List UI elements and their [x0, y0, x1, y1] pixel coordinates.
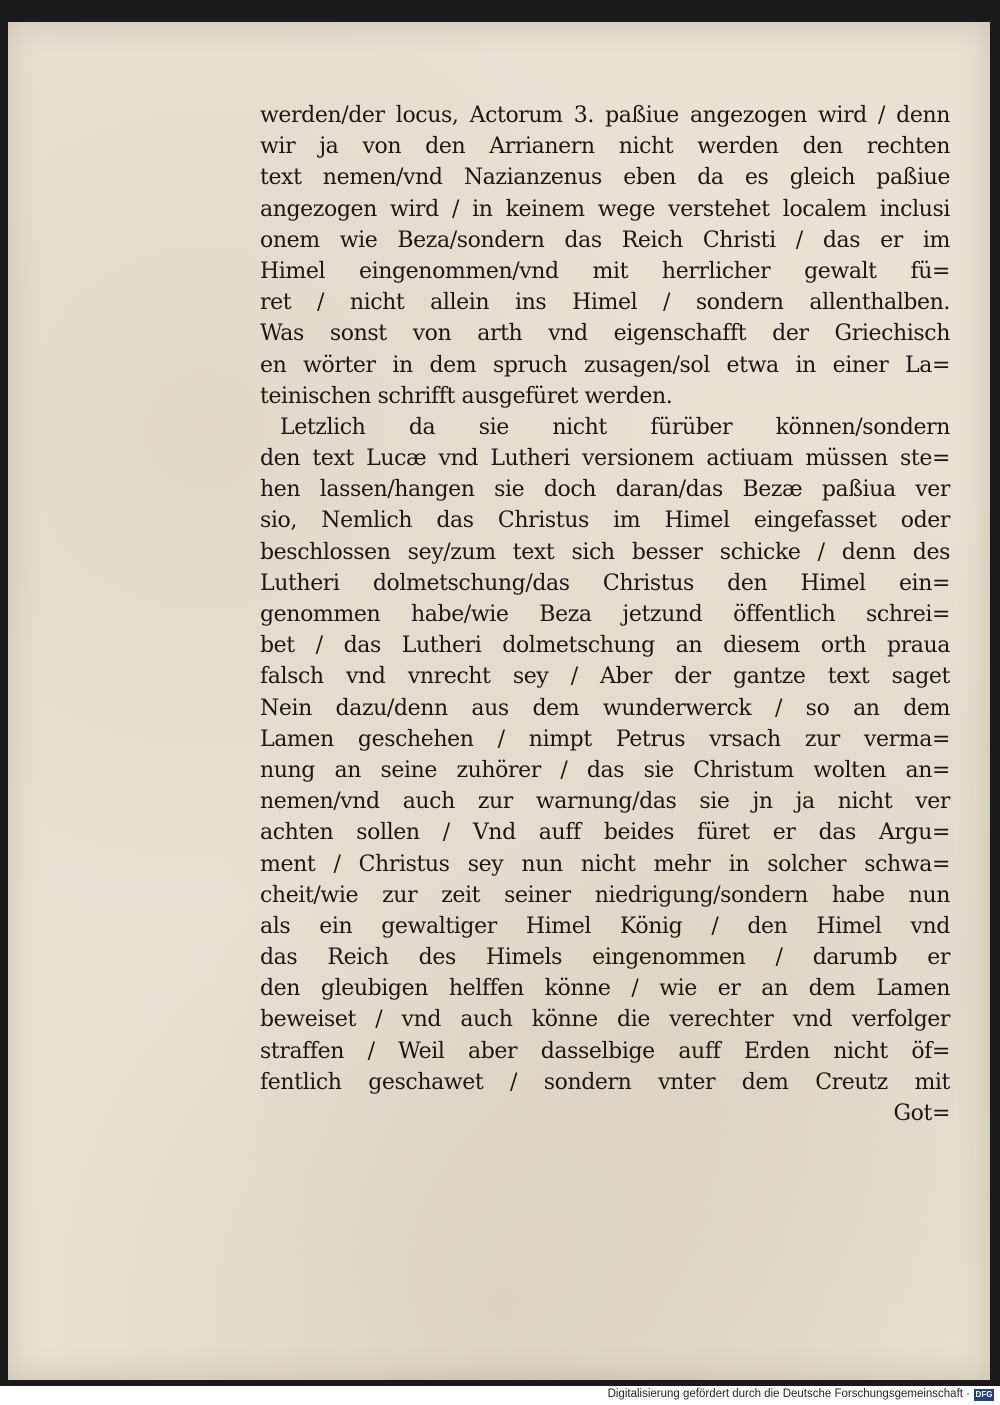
text-line: bet / das Lutheri dolmetschung an diesem orth praua	[260, 633, 950, 659]
text-line: angezogen wird / in keinem wege verstehet localem inclusi	[260, 196, 950, 222]
text-line: nung an seine zuhörer / das sie Christum wolten an=	[260, 757, 950, 783]
text-line: falsch vnd vnrecht sey / Aber der gantze text saget	[260, 664, 950, 690]
text-line: achten sollen / Vnd auff beides füret er das Argu=	[260, 820, 950, 846]
paragraph-start-line: Letzlich da sie nicht fürüber können/sondern	[280, 414, 950, 440]
text-line: genommen habe/wie Beza jetzund öffentlich schrei=	[260, 602, 950, 627]
text-line: hen lassen/hangen sie doch daran/das Bezæ paßiua ver	[260, 477, 950, 503]
text-line: den gleubigen helffen könne / wie er an dem Lamen	[260, 976, 950, 1002]
text-line: ment / Christus sey nun nicht mehr in solcher schwa=	[260, 851, 950, 877]
text-line: cheit/wie zur zeit seiner niedrigung/sondern habe nun	[260, 882, 950, 908]
text-line: Was sonst von arth vnd eigenschafft der Griechisch	[260, 321, 950, 347]
text-line: wir ja von den Arrianern nicht werden den rechten	[260, 134, 950, 160]
funding-credit: Digitalisierung gefördert durch die Deutsche Forschungsgemeinschaft ·	[607, 1388, 970, 1400]
text-line: Himel eingenommen/vnd mit herrlicher gewalt fü=	[260, 258, 950, 284]
body-text	[260, 100, 960, 1129]
text-line: beweiset / vnd auch könne die verechter vnd verfolger	[260, 1007, 950, 1033]
catchword: Got=	[893, 1101, 950, 1126]
text-line: als ein gewaltiger Himel König / den Himel vnd	[260, 913, 950, 939]
dfg-logo-icon: DFG	[975, 1390, 993, 1399]
text-line: Lamen geschehen / nimpt Petrus vrsach zur verma=	[260, 726, 950, 752]
text-line: Nein dazu/denn aus dem wunderwerck / so an dem	[260, 695, 950, 721]
text-line: straffen / Weil aber dasselbige auff Erden nicht öf=	[260, 1038, 950, 1064]
text-line: werden/der locus, Actorum 3. paßiue angezogen wird / denn	[260, 103, 950, 128]
text-line: text nemen/vnd Nazianzenus eben da es gleich paßiue	[260, 165, 950, 191]
text-line: fentlich geschawet / sondern vnter dem Creutz mit	[260, 1069, 950, 1095]
text-line: sio, Nemlich das Christus im Himel eingefasset oder	[260, 508, 950, 534]
text-line: den text Lucæ vnd Lutheri versionem actiuam müssen ste=	[260, 446, 950, 472]
text-line: en wörter in dem spruch zusagen/sol etwa in einer La=	[260, 352, 950, 378]
text-line: beschlossen sey/zum text sich besser schicke / denn des	[260, 539, 950, 565]
text-line: teinischen schrifft ausgefüret werden.	[260, 383, 673, 409]
text-line: nemen/vnd auch zur warnung/das sie jn ja nicht ver	[260, 789, 950, 815]
text-line: onem wie Beza/sondern das Reich Christi / das er im	[260, 227, 950, 253]
text-line: das Reich des Himels eingenommen / darumb er	[260, 945, 950, 971]
text-line: ret / nicht allein ins Himel / sondern allenthalben.	[260, 290, 950, 316]
text-line: Lutheri dolmetschung/das Christus den Himel ein=	[260, 570, 950, 596]
digitization-footer	[0, 1386, 1000, 1405]
